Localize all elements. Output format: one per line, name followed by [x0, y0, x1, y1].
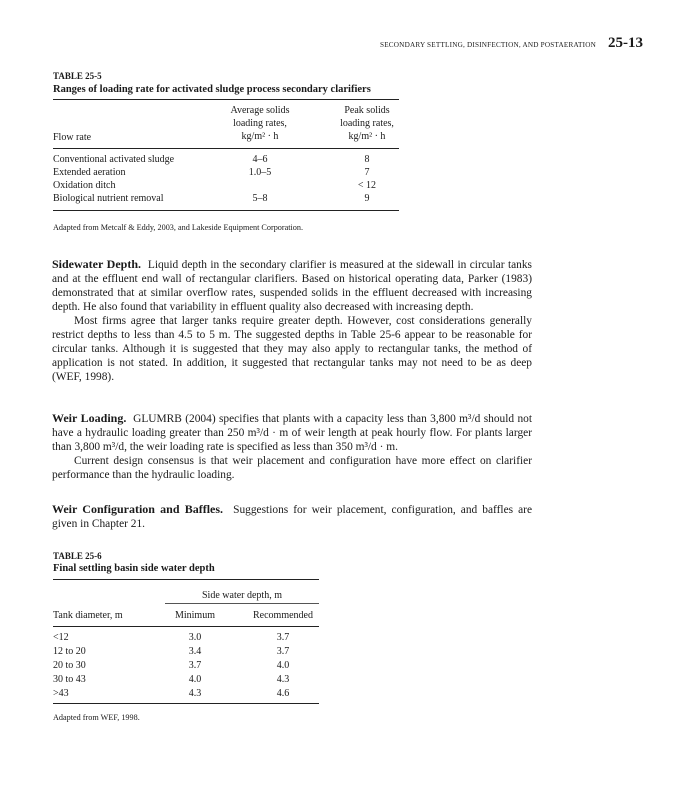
- table2-group-rule: [165, 603, 319, 604]
- table-row: 12 to 20 3.4 3.7: [53, 646, 290, 657]
- table-row: 30 to 43 4.0 4.3: [53, 674, 290, 685]
- table2-group-header: Side water depth, m: [202, 590, 282, 601]
- table-row: Conventional activated sludge 4–6 8: [53, 154, 370, 165]
- table1-col-flow-header: Flow rate: [53, 132, 92, 143]
- running-head: SECONDARY SETTLING, DISINFECTION, AND POSTAERATION: [380, 41, 596, 49]
- weir-heading: Weir Loading.: [52, 411, 127, 425]
- table2-body: [53, 631, 319, 701]
- table-row: <12 3.0 3.7: [53, 632, 290, 643]
- table2-col-recommended: Recommended: [253, 610, 313, 621]
- table1-col-avg-header: Average solids loading rates, kg/m² · h: [230, 105, 290, 142]
- table2-label: TABLE 25-6: [53, 551, 102, 561]
- table1-bottom-rule: [53, 210, 399, 211]
- weir-paragraph-2: Current design consensus is that weir placement and configuration have more effect on clarifier performance than the hydraulic loading.: [52, 455, 532, 481]
- table-row: Extended aeration 1.0–5 7: [53, 167, 370, 178]
- weir-config-heading: Weir Configuration and Baffles.: [52, 502, 224, 516]
- page-number: 25-13: [608, 35, 643, 51]
- weir-config-paragraph: Suggestions for weir placement, configuration, and baffles are given in Chapter 21.: [52, 504, 533, 530]
- sidewater-paragraph-1: Liquid depth in the secondary clarifier is measured at the sidewall in circular tanks and at the effluent end wall of rectangular clarifiers. Based on historical operating data, Parker (1983) demonstrated that at similar overflow rates, suspended solids in the effluent decreased with increasing depth. He also found that variability in effluent quality also decreased with increasing depth.: [52, 259, 532, 313]
- table2-note: Adapted from WEF, 1998.: [53, 713, 140, 722]
- table2-top-rule: [53, 579, 319, 580]
- table-row: Biological nutrient removal 5–8 9: [53, 193, 370, 204]
- table1-label: TABLE 25-5: [53, 71, 102, 81]
- section-weir-configuration: [52, 502, 532, 531]
- table2-title: Final settling basin side water depth: [53, 563, 215, 574]
- table1-title: Ranges of loading rate for activated sludge process secondary clarifiers: [53, 84, 371, 95]
- table2-bottom-rule: [53, 703, 319, 704]
- weir-paragraph-1: GLUMRB (2004) specifies that plants with a capacity less than 3,800 m³/d should not have a hydraulic loading greater than 250 m³/d · m of weir length at peak hourly flow. For plants larger than 3,800 m³/d, the weir loading rate is specified as less than 350 m³/d · m.: [52, 413, 533, 453]
- table2-header-rule: [53, 626, 319, 627]
- table1-col-peak-header: Peak solids loading rates, kg/m² · h: [340, 105, 394, 142]
- table1-body: [53, 153, 399, 205]
- sidewater-heading: Sidewater Depth.: [52, 257, 142, 271]
- table1-top-rule: [53, 99, 399, 100]
- table2-col-diameter: Tank diameter, m: [53, 610, 123, 621]
- table1-header-rule: [53, 148, 399, 149]
- table-row: Oxidation ditch < 12: [53, 180, 377, 191]
- table2-col-minimum: Minimum: [174, 610, 215, 621]
- sidewater-paragraph-2: Most firms agree that larger tanks require greater depth. However, cost considerations generally restrict depths to less than 4.5 to 5 m. The suggested depths in Table 25-6 appear to be reasonable for circular tanks. Although it is suggested that they may also apply to rectangular tanks, the method of application is not stated. In addition, it suggested that rectangular tanks may not need to be as deep (WEF, 1998).: [52, 315, 532, 383]
- table-row: >43 4.3 4.6: [53, 688, 290, 699]
- table1-note: Adapted from Metcalf & Eddy, 2003, and Lakeside Equipment Corporation.: [53, 223, 304, 232]
- section-sidewater-depth: [52, 257, 532, 384]
- section-weir-loading: [52, 411, 532, 482]
- table-row: 20 to 30 3.7 4.0: [53, 660, 290, 671]
